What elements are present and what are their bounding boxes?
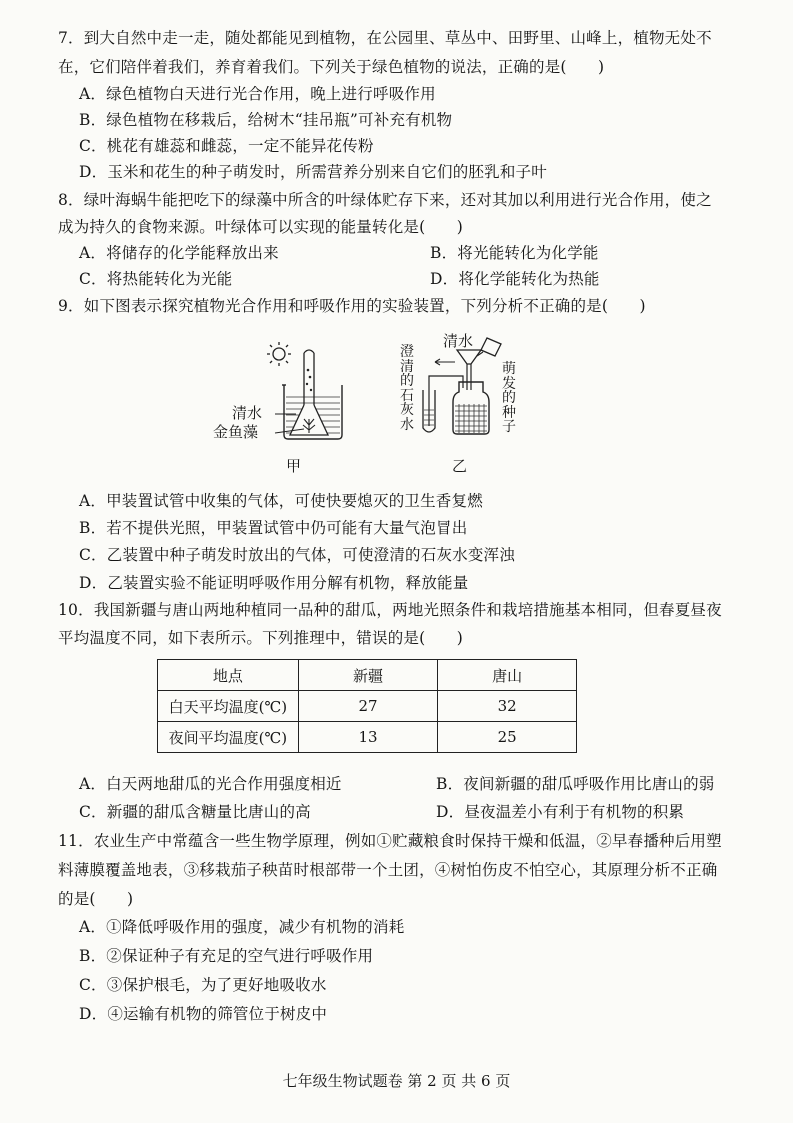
q11-option-a: A．①降低呼吸作用的强度，减少有机物的消耗 [79, 918, 405, 936]
q10-stem-line2: 平均温度不同，如下表所示。下列推理中，错误的是( ) [58, 629, 463, 647]
temperature-table [157, 659, 577, 753]
q11-stem-line3: 的是( ) [58, 890, 134, 908]
caption-apparatus-b: 乙 [452, 457, 468, 475]
q11-option-d: D．④运输有机物的筛管位于树皮中 [79, 1005, 328, 1023]
table-row [158, 691, 577, 722]
label-germinating-seeds [501, 362, 517, 435]
q8-stem-line1: 8．绿叶海蜗牛能把吃下的绿藻中所含的叶绿体贮存下来，还对其加以利用进行光合作用，使之 [58, 191, 712, 209]
q10-option-d: D．昼夜温差小有利于有机物的积累 [436, 803, 685, 821]
q9-option-d: D．乙装置实验不能证明呼吸作用分解有机物，释放能量 [79, 574, 469, 592]
q8-option-d: D．将化学能转化为热能 [430, 270, 600, 288]
table-row [158, 722, 577, 753]
q9-stem: 9．如下图表示探究植物光合作用和呼吸作用的实验装置，下列分析不正确的是( ) [58, 297, 646, 315]
q7-option-c: C．桃花有雄蕊和雌蕊，一定不能异花传粉 [79, 137, 374, 155]
q10-option-b: B．夜间新疆的甜瓜呼吸作用比唐山的弱 [436, 775, 715, 793]
table-cell: 32 [438, 691, 577, 722]
label-water-a: 清水 [232, 404, 263, 422]
q11-stem-line1: 11．农业生产中常蕴含一些生物学原理，例如①贮藏粮食时保持干燥和低温，②早春播种后用塑 [58, 832, 722, 850]
seed-char: 子 [502, 419, 516, 435]
q7-option-d: D．玉米和花生的种子萌发时，所需营养分别来自它们的胚乳和子叶 [79, 163, 547, 181]
lime-char: 澄 [400, 344, 414, 360]
lime-char: 灰 [400, 402, 414, 418]
q10-stem-line1: 10．我国新疆与唐山两地种植同一品种的甜瓜，两地光照条件和栽培措施基本相同，但春夏昼夜 [58, 601, 722, 619]
lime-char: 的 [400, 373, 414, 389]
table-cell: 25 [438, 722, 577, 753]
seed-char: 种 [502, 404, 516, 421]
q7-stem-line2: 在，它们陪伴着我们，养育着我们。下列关于绿色植物的说法，正确的是( ) [58, 58, 605, 76]
q11-option-c: C．③保护根毛，为了更好地吸收水 [79, 976, 327, 994]
label-lime-water [399, 345, 415, 432]
q9-option-c: C．乙装置中种子萌发时放出的气体，可使澄清的石灰水变浑浊 [79, 546, 515, 564]
q10-option-a: A．白天两地甜瓜的光合作用强度相近 [79, 775, 342, 793]
table-cell: 27 [298, 691, 438, 722]
sun-icon [267, 342, 291, 366]
page-footer: 七年级生物试题卷 第 2 页 共 6 页 [282, 1072, 511, 1090]
seed-char: 萌 [502, 361, 516, 377]
q8-option-a: A．将储存的化学能释放出来 [79, 244, 279, 262]
lime-char: 清 [400, 358, 414, 375]
q8-stem-line2: 成为持久的食物来源。叶绿体可以实现的能量转化是( ) [58, 218, 463, 236]
label-water-b: 清水 [443, 332, 474, 350]
caption-apparatus-a: 甲 [286, 457, 302, 475]
table-cell: 白天平均温度(℃) [158, 691, 299, 722]
q7-option-a: A．绿色植物白天进行光合作用，晚上进行呼吸作用 [79, 85, 436, 103]
table-cell: 夜间平均温度(℃) [158, 722, 299, 753]
q7-option-b: B．绿色植物在移栽后，给树木“挂吊瓶”可补充有机物 [79, 111, 453, 129]
table-header-cell: 新疆 [298, 660, 438, 691]
table-header-cell: 地点 [158, 660, 299, 691]
table-cell: 13 [298, 722, 438, 753]
q9-option-b: B．若不提供光照，甲装置试管中仍可能有大量气泡冒出 [79, 519, 468, 537]
apparatus-a-drawing [200, 335, 360, 475]
table-header-row [158, 660, 577, 691]
table-header-cell: 唐山 [438, 660, 577, 691]
q8-option-c: C．将热能转化为光能 [79, 270, 233, 288]
lime-char: 水 [400, 416, 414, 433]
figure-apparatus-a [200, 335, 360, 475]
q11-option-b: B．②保证种子有充足的空气进行呼吸作用 [79, 947, 374, 965]
lime-char: 石 [400, 387, 414, 404]
q10-option-c: C．新疆的甜瓜含糖量比唐山的高 [79, 803, 311, 821]
q9-option-a: A．甲装置试管中收集的气体，可使快要熄灭的卫生香复燃 [79, 492, 483, 510]
seed-char: 发 [502, 375, 516, 392]
q11-stem-line2: 料薄膜覆盖地表，③移栽茄子秧苗时根部带一个土团，④树怕伤皮不怕空心，其原理分析不正确 [58, 861, 718, 879]
q8-option-b: B．将光能转化为化学能 [430, 244, 599, 262]
label-algae: 金鱼藻 [213, 423, 259, 441]
seed-char: 的 [502, 390, 516, 406]
q7-stem-line1: 7．到大自然中走一走，随处都能见到植物，在公园里、草丛中、田野里、山峰上，植物无处不 [58, 29, 712, 47]
